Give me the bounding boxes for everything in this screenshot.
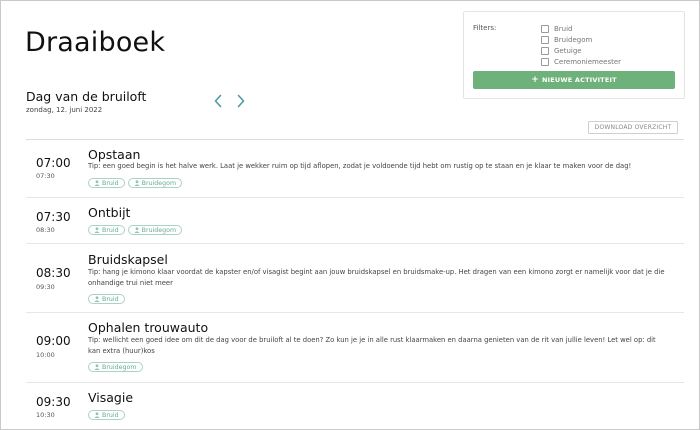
page-title: Draaiboek [25,27,166,58]
tag-bruidegom [128,225,183,235]
filter-panel [463,11,685,99]
activity-end-time: 10:30 [36,411,55,419]
tag-bruid [88,410,125,420]
user-icon [94,180,100,186]
tag-bruid [88,178,125,188]
user-icon [94,296,100,302]
user-icon [134,227,140,233]
activity-item[interactable] [26,244,684,313]
tag-label: Bruid [102,179,119,187]
activity-title: Ontbijt [88,205,131,220]
tag-label: Bruid [102,295,119,303]
filters-label: Filters: [473,24,497,32]
checkbox[interactable] [541,47,549,55]
user-icon [94,412,100,418]
filter-list [541,23,621,67]
activity-tags [88,410,125,420]
chevron-right-icon [236,94,246,108]
activity-title: Visagie [88,390,134,405]
tag-label: Bruid [102,411,119,419]
checkbox[interactable] [541,25,549,33]
activity-item[interactable] [26,383,684,429]
activity-tags [88,178,182,188]
user-icon [94,364,100,370]
tag-bruid [88,225,125,235]
tag-bruid [88,294,125,304]
new-activity-label: NIEUWE ACTIVITEIT [542,76,617,84]
activity-tags [88,362,143,372]
activity-tags [88,294,125,304]
activity-tip: Tip: een goed begin is het halve werk. Laat je wekker ruim op tijd aflopen, zodat je voldoende tijd hebt om rustig op te staan en je klaar te maken voor de dag! [88,162,632,170]
activity-end-time: 07:30 [36,172,55,180]
activity-title: Ophalen trouwauto [88,320,209,335]
filter-option-label: Bruidegom [554,35,593,44]
filter-option-label: Ceremoniemeester [554,57,622,66]
activity-tip: Tip: hang je kimono klaar voordat de kapster en/of visagist begint aan jouw bruidskapsel en bruidsmake-up. Het dragen van een kimono zorgt er namelijk voor dat je die onhandige trui niet meer [88,268,665,287]
checkbox[interactable] [541,36,549,44]
activity-item[interactable] [26,198,684,244]
activity-end-time: 09:30 [36,283,55,291]
activity-tags [88,225,182,235]
activity-end-time: 10:00 [36,351,55,359]
tag-bruidegom [128,178,183,188]
day-date: zondag, 12. juni 2022 [26,106,103,114]
download-overview-button[interactable]: DOWNLOAD OVERZICHT [588,121,678,134]
activity-title: Bruidskapsel [88,252,168,267]
filter-option-getuige[interactable] [541,45,621,56]
activity-tip: Tip: wellicht een goed idee om dit de dag voor de bruiloft al te doen? Zo kun je je in alle rust klaarmaken en daarna genieten van de rit van jullie leven! Let wel op: dit kan extra (huur)kos [88,336,656,355]
filter-option-bruidegom[interactable] [541,34,621,45]
previous-day-button[interactable] [210,92,226,110]
new-activity-button[interactable] [473,71,675,89]
activity-start-time: 07:00 [36,156,71,170]
filter-option-label: Bruid [554,24,573,33]
user-icon [134,180,140,186]
activity-start-time: 09:00 [36,334,71,348]
user-icon [94,227,100,233]
activity-start-time: 09:30 [36,395,71,409]
tag-label: Bruidegom [102,363,137,371]
filter-option-label: Getuige [554,46,582,55]
filter-option-ceremoniemeester[interactable] [541,56,621,67]
day-title: Dag van de bruiloft [26,89,147,104]
activity-start-time: 07:30 [36,210,71,224]
activity-title: Opstaan [88,147,141,162]
tag-label: Bruidegom [141,226,177,234]
tag-label: Bruidegom [141,179,177,187]
next-day-button[interactable] [233,92,249,110]
checkbox[interactable] [541,58,549,66]
filter-option-bruid[interactable] [541,23,621,34]
activity-end-time: 08:30 [36,226,55,234]
tag-bruidegom [88,362,143,372]
activity-item[interactable] [26,313,684,383]
chevron-left-icon [213,94,223,108]
activity-item[interactable] [26,140,684,198]
plus-icon: + [531,74,540,85]
activity-start-time: 08:30 [36,266,71,280]
schedule-list [26,140,684,429]
tag-label: Bruid [102,226,119,234]
